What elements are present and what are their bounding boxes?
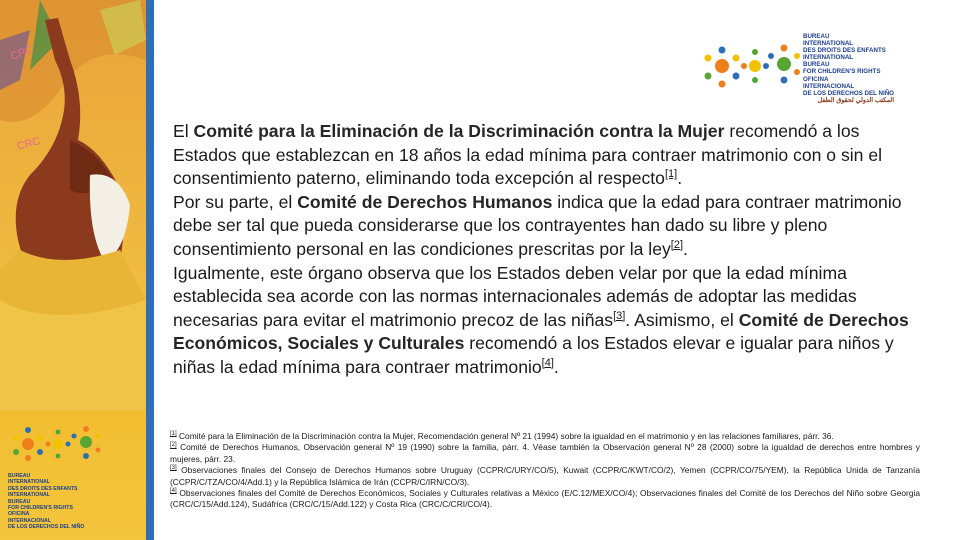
committee-name-cedaw: Comité para la Eliminación de la Discriminación contra la Mujer	[193, 121, 725, 141]
header-logo-line: OFICINA	[803, 75, 829, 83]
sidebar-logo-line: DE LOS DERECHOS DEL NIÑO	[8, 524, 85, 531]
header-logo-line: BUREAU	[803, 61, 830, 69]
main-paragraph	[173, 120, 913, 380]
footnote-ref-4[interactable]: [4]	[541, 357, 554, 370]
header-logo-line: DE LOS DERECHOS DEL NIÑO	[803, 89, 894, 97]
footnote-ref-1[interactable]: [1]	[664, 168, 678, 181]
footnote-marker-1[interactable]: [1]	[170, 431, 177, 438]
footnote-text: Observaciones finales del Consejo de Derechos Humanos sobre Uruguay (CCPR/C/URY/CO/5), Kuwait (CCPR/C/KWT/CO/2), Yemen (CCPR/CO/75/YEM), la República Unida de Tanzanía (CCPR/C/TZA/CO/4/Add.1) y la República Islámica de Irán (CCPR/C/IRN/CO/3).	[170, 465, 920, 487]
sidebar-accent-strip	[146, 0, 154, 540]
footnote-text: Comité para la Eliminación de la Discriminación contra la Mujer, Recomendación general Nº 21 (1994) sobre la igualdad en el matrimonio y en las relaciones familiares, párr. 36.	[176, 431, 834, 441]
header-logo-text	[803, 33, 894, 104]
header-logo	[700, 30, 950, 110]
text-run: Por su parte, el	[173, 191, 298, 212]
sun-children-logo-icon	[8, 424, 104, 464]
sidebar-logo-line: BUREAU	[8, 473, 31, 479]
footnote-marker-2[interactable]: [2]	[170, 442, 177, 449]
header-logo-line: BUREAU	[803, 33, 830, 40]
text-run: recomendó a los Estados elevar e igualar para niños y niñas la edad mínima para contraer matrimonio	[173, 333, 894, 377]
header-logo-arabic: المكتب الدولي لحقوق الطفل	[817, 96, 894, 104]
header-logo-line: INTERNATIONAL	[803, 54, 854, 62]
sidebar-logo-line: INTERNATIONAL	[8, 479, 50, 486]
footnote-marker-3[interactable]: [3]	[170, 465, 177, 472]
header-logo-line: FOR CHILDREN'S RIGHTS	[803, 68, 881, 76]
sidebar-logo-line: DES DROITS DES ENFANTS	[8, 485, 78, 492]
child-rights-artwork	[0, 0, 146, 410]
footnote-text: Comité de Derechos Humanos, Observación general Nº 19 (1990) sobre la familia, párr. 4. Véase también la Observación general Nº 28 (2000) sobre la igualdad de derechos entre hombres y mujeres, párr. 23.	[170, 442, 920, 464]
sidebar-artwork-panel	[0, 0, 146, 540]
text-run: .	[553, 356, 559, 377]
footnote-4	[170, 488, 920, 511]
footnote-text: Observaciones finales del Comité de Derechos Económicos, Sociales y Culturales relativas a México (E/C.12/MEX/CO/4); Observaciones finales del Comité de los Derechos del Niño sobre Georgia (CRC/C/15/Add.124), Sudáfrica (CRC/C/15/Add.122) y Costa Rica (CRC/C/CRI/CO/4).	[170, 488, 920, 510]
art-label-crc-1: CRC	[8, 43, 36, 63]
sidebar-logo-line: FOR CHILDREN'S RIGHTS	[8, 505, 73, 512]
art-label-crc-2: CRC	[15, 135, 42, 153]
text-run: El	[173, 121, 194, 141]
sun-children-logo-icon	[700, 38, 800, 98]
header-logo-line: INTERNACIONAL	[803, 82, 855, 90]
sidebar-logo-line: BUREAU	[8, 498, 31, 505]
sidebar-logo-text	[8, 473, 136, 531]
header-logo-line: INTERNATIONAL	[803, 40, 854, 48]
text-run: indica que la edad para contraer matrimonio debe ser tal que pueda considerarse que los contrayentes han dado su libre y pleno consentimiento personal en las condiciones prescritas por la ley	[173, 191, 902, 259]
text-run: Igualmente, este órgano observa que los Estados deben velar por que la edad mínima establecida sea acorde con las normas internacionales además de adoptar las medidas necesarias para evitar el matrimonio precoz de las niñas	[173, 262, 857, 330]
footnote-ref-2[interactable]: [2]	[670, 239, 684, 252]
committee-name-escr: Comité de Derechos Económicos, Sociales y Culturales	[173, 309, 909, 354]
text-run: recomendó a los Estados que establezcan en 18 años la edad mínima para contraer matrimonio con o sin el consentimiento paterno, eliminando toda excepción al respecto	[173, 121, 883, 189]
text-run: .	[677, 168, 683, 189]
sidebar-logo	[8, 424, 136, 531]
footnote-2	[170, 442, 920, 465]
text-run: .	[683, 238, 688, 259]
text-run: . Asimismo, el	[625, 309, 739, 330]
footnote-ref-3[interactable]: [3]	[613, 309, 626, 322]
sidebar-logo-line: INTERNACIONAL	[8, 517, 51, 524]
footnote-3	[170, 465, 920, 488]
footnotes-section	[170, 431, 920, 511]
committee-name-human-rights: Comité de Derechos Humanos	[297, 191, 553, 212]
sidebar-logo-line: OFICINA	[8, 511, 30, 518]
footnote-1	[170, 431, 920, 442]
sidebar-logo-line: INTERNATIONAL	[8, 492, 50, 499]
header-logo-line: DES DROITS DES ENFANTS	[803, 47, 886, 55]
footnote-marker-4[interactable]: [4]	[170, 488, 177, 495]
